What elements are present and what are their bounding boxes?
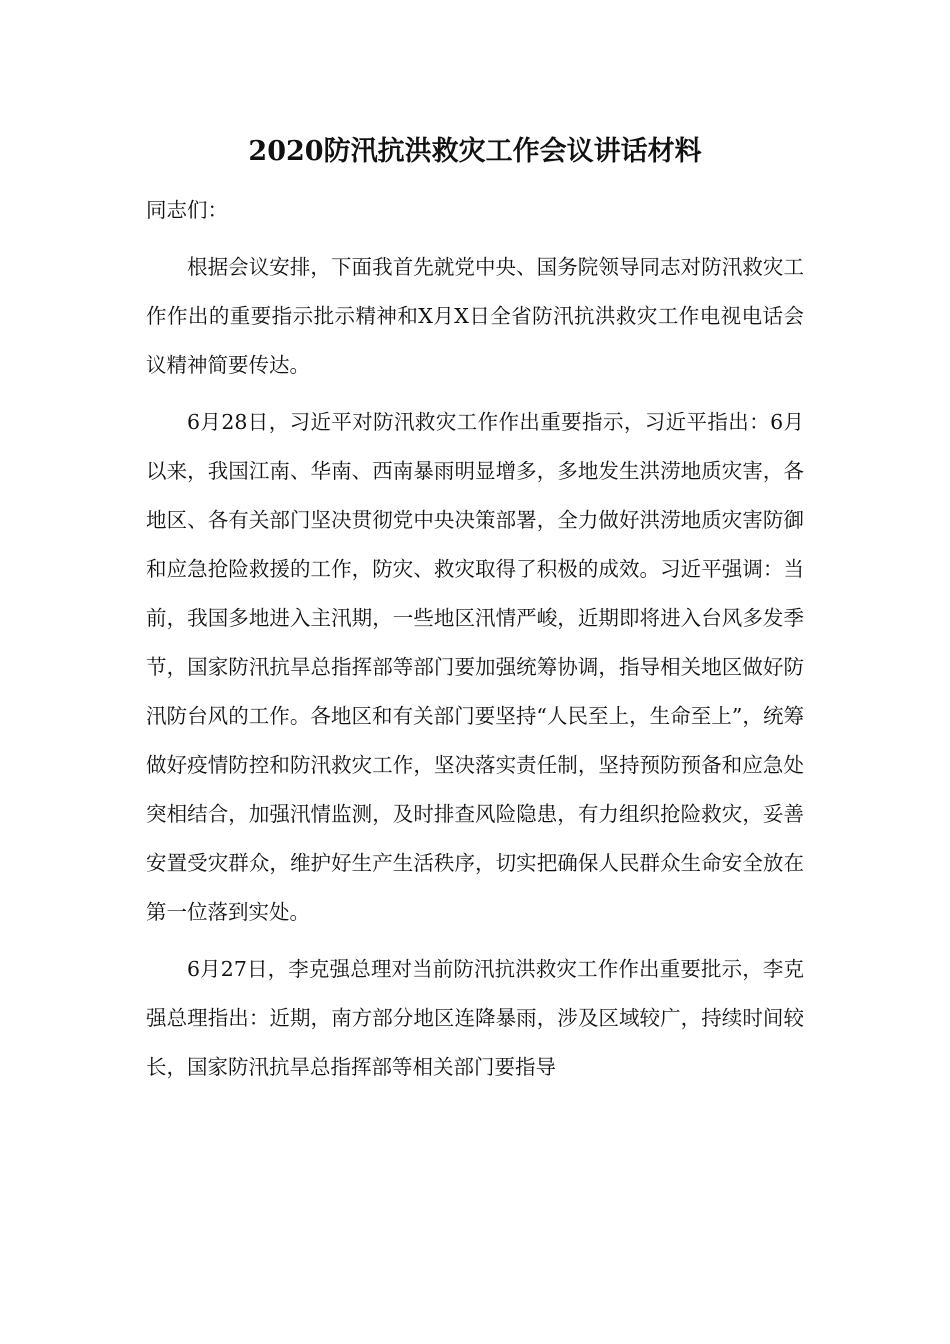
- document-title: 2020防汛抗洪救灾工作会议讲话材料: [248, 136, 702, 167]
- paragraph-3: 6月27日，李克强总理对当前防汛抗洪救灾工作作出重要批示，李克强总理指出：近期，南方部分地区连降暴雨，涉及区域较广，持续时间较长，国家防汛抗旱总指挥部等相关部门要指导: [146, 957, 804, 1079]
- paragraph-2: 6月28日，习近平对防汛救灾工作作出重要指示，习近平指出：6月以来，我国江南、华南、西南暴雨明显增多，多地发生洪涝地质灾害，各地区、各有关部门坚决贯彻党中央决策部署，全力做好洪涝地质灾害防御和应急抢险救援的工作，防灾、救灾取得了积极的成效。习近平强调：当前，我国多地进入主汛期，一些地区汛情严峻，近期即将进入台风多发季节，国家防汛抗旱总指挥部等部门要加强统筹协调，指导相关地区做好防汛防台风的工作。各地区和有关部门要坚持“人民至上，生命至上”，统筹做好疫情防控和防汛救灾工作，坚决落实责任制，坚持预防预备和应急处突相结合，加强汛情监测，及时排查风险隐患，有力组织抢险救灾，妥善安置受灾群众，维护好生产生活秩序，切实把确保人民群众生命安全放在第一位落到实处。: [146, 410, 804, 924]
- paragraph-1: 根据会议安排，下面我首先就党中央、国务院领导同志对防汛救灾工作作出的重要指示批示精神和X月X日全省防汛抗洪救灾工作电视电话会议精神简要传达。: [146, 255, 804, 377]
- greeting: 同志们：: [146, 198, 228, 222]
- document-body: [146, 186, 804, 1100]
